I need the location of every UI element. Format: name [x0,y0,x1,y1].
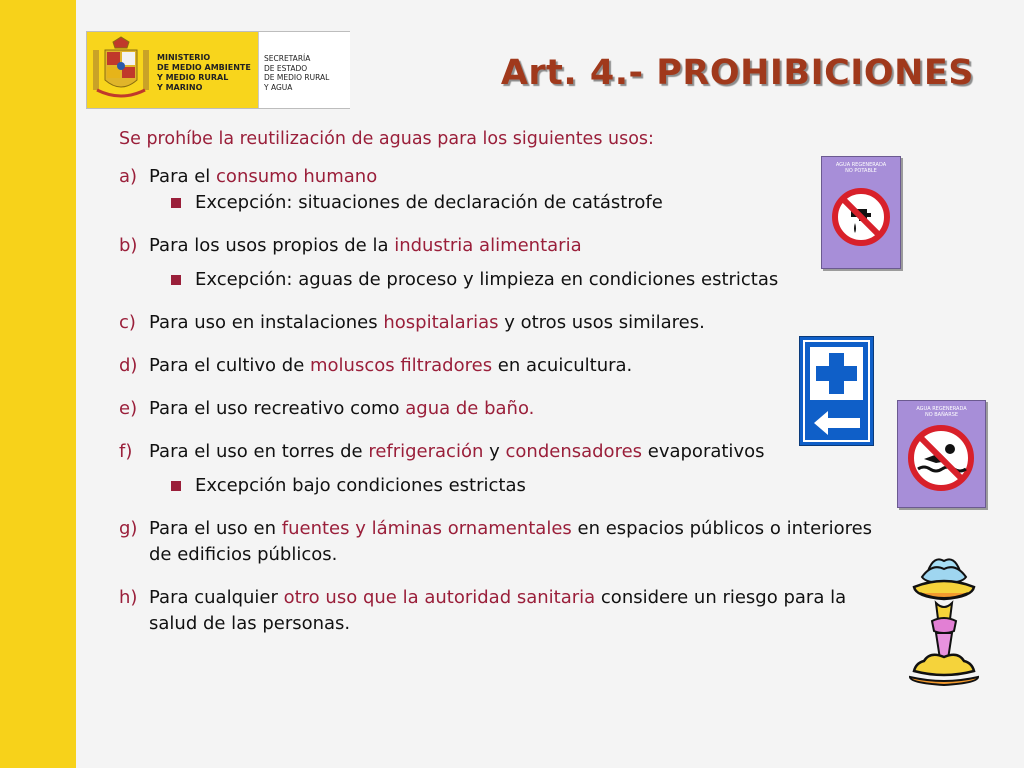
item-text [149,516,879,568]
item-plain-text: y otros usos similares. [498,312,705,333]
item-plain-text: Para el uso recreativo como [149,398,406,419]
item-plain-text: Para el uso en torres de [149,441,369,462]
item-highlight: fuentes y láminas ornamentales [281,518,572,539]
square-bullet-icon [171,481,181,491]
logo-yellow-panel [87,32,258,108]
item-letter: h) [119,587,138,608]
item-text [149,439,879,465]
hospital-direction-sign [799,336,874,446]
item-text [149,310,879,336]
sign-caption: AGUA REGENERADA NO POTABLE [835,162,887,174]
item-letter: f) [119,441,133,462]
item-plain-text: evaporativos [642,441,765,462]
item-plain-text: en espacios públicos o interiores de edificios públicos. [149,518,873,565]
item-letter: d) [119,355,138,376]
item-letter: b) [119,235,138,256]
item-text [149,233,879,259]
sub-item-f [171,473,879,499]
list-item-c [119,310,879,336]
yellow-sidebar-bar [0,0,76,768]
item-plain-text: Para los usos propios de la [149,235,395,256]
item-highlight: condensadores [505,441,643,462]
item-letter: g) [119,518,138,539]
ornamental-fountain-icon [902,553,986,687]
logo-ministry-text: MINISTERIO DE MEDIO AMBIENTE Y MEDIO RURAL Y MARINO [157,53,251,92]
no-bathing-sign [897,400,986,508]
square-bullet-icon [171,198,181,208]
slide-body [119,126,879,637]
item-plain-text: Para cualquier [149,587,284,608]
list-item-d [119,353,879,379]
item-plain-text: Para el uso en [149,518,282,539]
sub-item-a [171,190,879,216]
list-item-h [119,585,879,637]
item-plain-text: Para el [149,166,217,187]
slide-title: Art. 4.- PROHIBICIONES [500,53,974,93]
item-letter: a) [119,166,138,187]
list-item-f [119,439,879,465]
sub-item-b [171,267,879,293]
list-item-e [119,396,879,422]
item-highlight: consumo humano [216,166,378,187]
intro-text: Se prohíbe la reutilización de aguas para los siguientes usos: [119,129,654,149]
item-text [149,585,879,637]
item-letter: e) [119,398,138,419]
list-item-a [119,164,879,190]
item-plain-text: Para uso en instalaciones [149,312,384,333]
item-highlight: hospitalarias [383,312,499,333]
item-highlight: industria alimentaria [394,235,582,256]
item-text [149,396,879,422]
sub-item-text: Excepción bajo condiciones estrictas [195,475,526,496]
item-text [149,353,879,379]
list-item-g [119,516,879,568]
item-plain-text: Para el cultivo de [149,355,310,376]
sub-item-text: Excepción: aguas de proceso y limpieza en condiciones estrictas [195,269,779,290]
item-highlight: agua de baño. [405,398,535,419]
item-plain-text: y [483,441,506,462]
spanish-coat-of-arms-icon [91,36,151,104]
hospital-cross-icon [800,337,873,445]
item-letter: c) [119,312,136,333]
sub-item-text: Excepción: situaciones de declaración de catástrofe [195,192,663,213]
item-highlight: moluscos filtradores [310,355,493,376]
no-drinking-water-icon [831,187,891,247]
item-highlight: refrigeración [368,441,484,462]
no-swimming-icon [906,423,976,493]
logo-white-panel [258,32,350,108]
item-highlight: otro uso que la autoridad sanitaria [283,587,596,608]
logo-secretaria-text: SECRETARÍA DE ESTADO DE MEDIO RURAL Y AGUA [264,54,330,92]
ministry-logo [86,31,350,109]
item-plain-text: en acuicultura. [492,355,633,376]
sign-caption: AGUA REGENERADA NO BAÑARSE [916,406,967,418]
list-item-b [119,233,879,259]
item-text [149,164,879,190]
square-bullet-icon [171,275,181,285]
item-plain-text: considere un riesgo para la salud de las personas. [149,587,847,634]
non-potable-water-sign [821,156,901,269]
